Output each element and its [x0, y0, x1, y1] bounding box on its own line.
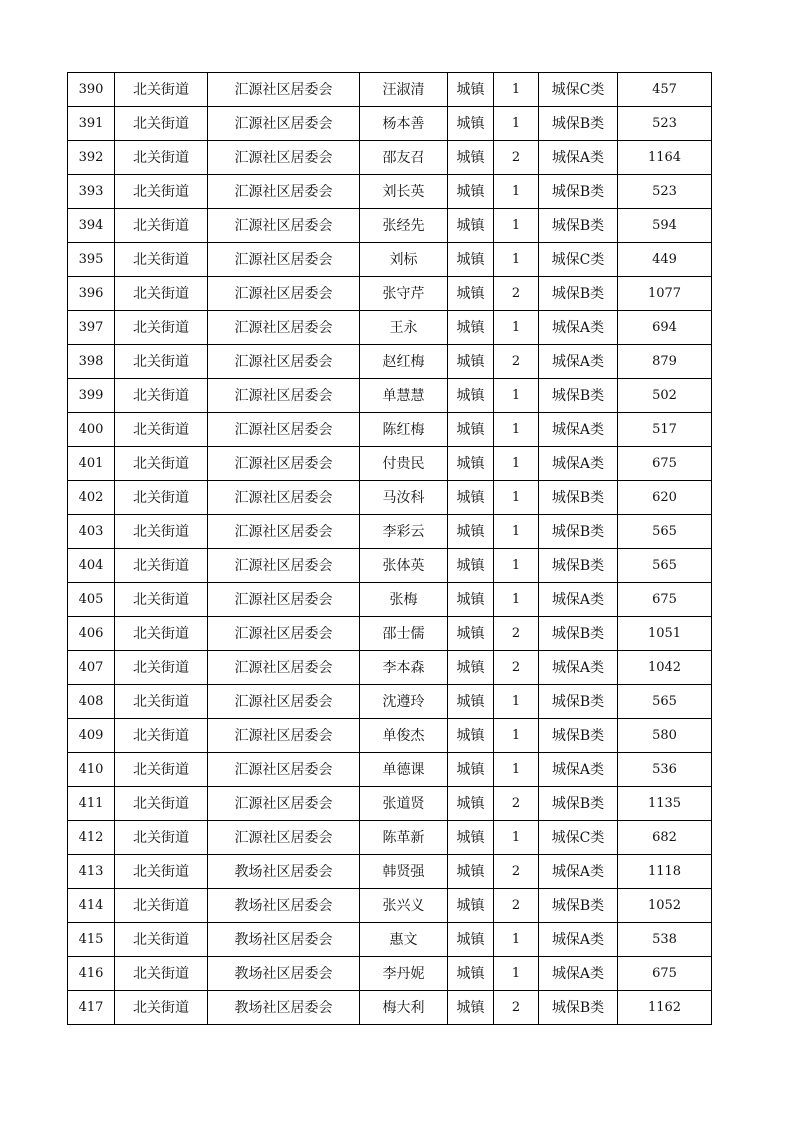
cell-category: 城保B类 [539, 719, 618, 753]
table-row [68, 957, 712, 991]
table-row [68, 311, 712, 345]
table-row [68, 243, 712, 277]
table-row [68, 617, 712, 651]
cell-area-type: 城镇 [448, 991, 494, 1025]
cell-row-number: 408 [68, 685, 115, 719]
cell-category: 城保B类 [539, 277, 618, 311]
cell-category: 城保C类 [539, 821, 618, 855]
cell-person-name: 惠文 [360, 923, 448, 957]
table-row [68, 73, 712, 107]
cell-community: 教场社区居委会 [208, 855, 360, 889]
cell-street: 北关街道 [115, 651, 208, 685]
roster-table [67, 72, 712, 1025]
cell-community: 教场社区居委会 [208, 957, 360, 991]
cell-category: 城保C类 [539, 243, 618, 277]
cell-street: 北关街道 [115, 617, 208, 651]
cell-area-type: 城镇 [448, 243, 494, 277]
cell-area-type: 城镇 [448, 413, 494, 447]
cell-household-count: 2 [494, 889, 539, 923]
cell-amount: 502 [618, 379, 712, 413]
cell-person-name: 李彩云 [360, 515, 448, 549]
cell-amount: 675 [618, 583, 712, 617]
cell-person-name: 单慧慧 [360, 379, 448, 413]
cell-person-name: 张道贤 [360, 787, 448, 821]
cell-amount: 879 [618, 345, 712, 379]
cell-area-type: 城镇 [448, 821, 494, 855]
cell-area-type: 城镇 [448, 957, 494, 991]
cell-person-name: 刘标 [360, 243, 448, 277]
cell-street: 北关街道 [115, 447, 208, 481]
cell-person-name: 张守芹 [360, 277, 448, 311]
cell-category: 城保A类 [539, 651, 618, 685]
cell-community: 汇源社区居委会 [208, 107, 360, 141]
cell-person-name: 陈红梅 [360, 413, 448, 447]
roster-sheet [67, 72, 712, 1025]
cell-row-number: 407 [68, 651, 115, 685]
cell-amount: 536 [618, 753, 712, 787]
cell-category: 城保C类 [539, 73, 618, 107]
cell-category: 城保A类 [539, 447, 618, 481]
cell-community: 汇源社区居委会 [208, 209, 360, 243]
cell-amount: 523 [618, 107, 712, 141]
cell-household-count: 2 [494, 855, 539, 889]
table-row [68, 855, 712, 889]
cell-street: 北关街道 [115, 175, 208, 209]
cell-street: 北关街道 [115, 821, 208, 855]
table-row [68, 345, 712, 379]
cell-household-count: 1 [494, 175, 539, 209]
cell-amount: 620 [618, 481, 712, 515]
cell-street: 北关街道 [115, 753, 208, 787]
cell-street: 北关街道 [115, 515, 208, 549]
roster-body [68, 73, 712, 1025]
cell-amount: 594 [618, 209, 712, 243]
table-row [68, 821, 712, 855]
cell-household-count: 1 [494, 413, 539, 447]
cell-household-count: 2 [494, 651, 539, 685]
cell-community: 汇源社区居委会 [208, 311, 360, 345]
cell-community: 汇源社区居委会 [208, 379, 360, 413]
cell-category: 城保B类 [539, 175, 618, 209]
cell-row-number: 399 [68, 379, 115, 413]
cell-row-number: 412 [68, 821, 115, 855]
cell-row-number: 410 [68, 753, 115, 787]
cell-amount: 565 [618, 549, 712, 583]
cell-area-type: 城镇 [448, 583, 494, 617]
cell-category: 城保B类 [539, 379, 618, 413]
table-row [68, 515, 712, 549]
cell-street: 北关街道 [115, 481, 208, 515]
cell-category: 城保B类 [539, 991, 618, 1025]
cell-amount: 580 [618, 719, 712, 753]
cell-household-count: 1 [494, 719, 539, 753]
cell-community: 汇源社区居委会 [208, 821, 360, 855]
cell-community: 汇源社区居委会 [208, 413, 360, 447]
cell-amount: 523 [618, 175, 712, 209]
cell-area-type: 城镇 [448, 107, 494, 141]
cell-household-count: 1 [494, 243, 539, 277]
cell-household-count: 1 [494, 73, 539, 107]
cell-row-number: 393 [68, 175, 115, 209]
table-row [68, 481, 712, 515]
cell-person-name: 李丹妮 [360, 957, 448, 991]
cell-area-type: 城镇 [448, 787, 494, 821]
cell-community: 汇源社区居委会 [208, 277, 360, 311]
cell-row-number: 416 [68, 957, 115, 991]
cell-amount: 1135 [618, 787, 712, 821]
cell-person-name: 单俊杰 [360, 719, 448, 753]
cell-community: 汇源社区居委会 [208, 617, 360, 651]
cell-category: 城保B类 [539, 107, 618, 141]
cell-row-number: 413 [68, 855, 115, 889]
cell-category: 城保A类 [539, 753, 618, 787]
cell-street: 北关街道 [115, 685, 208, 719]
cell-amount: 565 [618, 515, 712, 549]
table-row [68, 753, 712, 787]
cell-row-number: 405 [68, 583, 115, 617]
cell-row-number: 404 [68, 549, 115, 583]
cell-community: 教场社区居委会 [208, 889, 360, 923]
cell-row-number: 401 [68, 447, 115, 481]
cell-area-type: 城镇 [448, 141, 494, 175]
cell-area-type: 城镇 [448, 73, 494, 107]
cell-street: 北关街道 [115, 855, 208, 889]
cell-row-number: 395 [68, 243, 115, 277]
cell-household-count: 1 [494, 923, 539, 957]
cell-street: 北关街道 [115, 787, 208, 821]
cell-community: 汇源社区居委会 [208, 175, 360, 209]
cell-household-count: 1 [494, 515, 539, 549]
cell-category: 城保A类 [539, 311, 618, 345]
cell-community: 汇源社区居委会 [208, 345, 360, 379]
cell-community: 汇源社区居委会 [208, 651, 360, 685]
cell-amount: 675 [618, 957, 712, 991]
cell-household-count: 1 [494, 685, 539, 719]
cell-area-type: 城镇 [448, 685, 494, 719]
cell-person-name: 单德课 [360, 753, 448, 787]
cell-street: 北关街道 [115, 957, 208, 991]
cell-community: 汇源社区居委会 [208, 753, 360, 787]
cell-amount: 1118 [618, 855, 712, 889]
cell-area-type: 城镇 [448, 447, 494, 481]
cell-amount: 682 [618, 821, 712, 855]
table-row [68, 379, 712, 413]
cell-area-type: 城镇 [448, 481, 494, 515]
cell-person-name: 张梅 [360, 583, 448, 617]
cell-category: 城保A类 [539, 923, 618, 957]
cell-household-count: 1 [494, 549, 539, 583]
table-row [68, 685, 712, 719]
cell-area-type: 城镇 [448, 549, 494, 583]
cell-row-number: 417 [68, 991, 115, 1025]
cell-amount: 675 [618, 447, 712, 481]
cell-category: 城保A类 [539, 345, 618, 379]
cell-community: 汇源社区居委会 [208, 685, 360, 719]
cell-amount: 1051 [618, 617, 712, 651]
cell-area-type: 城镇 [448, 889, 494, 923]
cell-row-number: 400 [68, 413, 115, 447]
cell-street: 北关街道 [115, 583, 208, 617]
cell-community: 汇源社区居委会 [208, 549, 360, 583]
cell-amount: 449 [618, 243, 712, 277]
cell-area-type: 城镇 [448, 311, 494, 345]
cell-person-name: 韩贤强 [360, 855, 448, 889]
cell-street: 北关街道 [115, 379, 208, 413]
cell-area-type: 城镇 [448, 719, 494, 753]
cell-area-type: 城镇 [448, 617, 494, 651]
cell-community: 汇源社区居委会 [208, 447, 360, 481]
cell-street: 北关街道 [115, 107, 208, 141]
cell-amount: 1077 [618, 277, 712, 311]
cell-person-name: 张兴义 [360, 889, 448, 923]
cell-row-number: 396 [68, 277, 115, 311]
cell-category: 城保A类 [539, 141, 618, 175]
cell-amount: 694 [618, 311, 712, 345]
cell-person-name: 刘长英 [360, 175, 448, 209]
cell-person-name: 张体英 [360, 549, 448, 583]
cell-area-type: 城镇 [448, 515, 494, 549]
table-row [68, 107, 712, 141]
cell-category: 城保B类 [539, 515, 618, 549]
cell-street: 北关街道 [115, 141, 208, 175]
cell-amount: 457 [618, 73, 712, 107]
cell-community: 汇源社区居委会 [208, 515, 360, 549]
cell-category: 城保B类 [539, 787, 618, 821]
table-row [68, 787, 712, 821]
cell-household-count: 1 [494, 107, 539, 141]
cell-category: 城保B类 [539, 889, 618, 923]
cell-street: 北关街道 [115, 209, 208, 243]
cell-community: 教场社区居委会 [208, 991, 360, 1025]
cell-person-name: 邵士儒 [360, 617, 448, 651]
cell-street: 北关街道 [115, 923, 208, 957]
cell-street: 北关街道 [115, 889, 208, 923]
cell-row-number: 409 [68, 719, 115, 753]
cell-row-number: 391 [68, 107, 115, 141]
cell-row-number: 403 [68, 515, 115, 549]
table-row [68, 651, 712, 685]
cell-category: 城保A类 [539, 583, 618, 617]
cell-household-count: 2 [494, 617, 539, 651]
cell-person-name: 梅大利 [360, 991, 448, 1025]
table-row [68, 141, 712, 175]
cell-row-number: 415 [68, 923, 115, 957]
table-row [68, 923, 712, 957]
cell-area-type: 城镇 [448, 379, 494, 413]
table-row [68, 549, 712, 583]
cell-person-name: 汪淑清 [360, 73, 448, 107]
cell-street: 北关街道 [115, 549, 208, 583]
table-row [68, 413, 712, 447]
cell-household-count: 2 [494, 141, 539, 175]
cell-street: 北关街道 [115, 345, 208, 379]
cell-amount: 565 [618, 685, 712, 719]
cell-household-count: 1 [494, 821, 539, 855]
cell-area-type: 城镇 [448, 651, 494, 685]
cell-category: 城保B类 [539, 549, 618, 583]
cell-household-count: 1 [494, 379, 539, 413]
cell-row-number: 411 [68, 787, 115, 821]
cell-row-number: 392 [68, 141, 115, 175]
cell-household-count: 2 [494, 787, 539, 821]
cell-household-count: 2 [494, 991, 539, 1025]
cell-person-name: 杨本善 [360, 107, 448, 141]
table-row [68, 447, 712, 481]
cell-amount: 1162 [618, 991, 712, 1025]
cell-category: 城保B类 [539, 685, 618, 719]
cell-person-name: 沈遵玲 [360, 685, 448, 719]
cell-category: 城保A类 [539, 855, 618, 889]
cell-amount: 1042 [618, 651, 712, 685]
cell-street: 北关街道 [115, 73, 208, 107]
cell-community: 汇源社区居委会 [208, 787, 360, 821]
cell-street: 北关街道 [115, 311, 208, 345]
cell-row-number: 394 [68, 209, 115, 243]
table-row [68, 719, 712, 753]
cell-area-type: 城镇 [448, 753, 494, 787]
cell-row-number: 402 [68, 481, 115, 515]
cell-amount: 538 [618, 923, 712, 957]
table-row [68, 209, 712, 243]
cell-category: 城保A类 [539, 957, 618, 991]
table-row [68, 991, 712, 1025]
cell-person-name: 李本森 [360, 651, 448, 685]
cell-community: 汇源社区居委会 [208, 141, 360, 175]
cell-person-name: 马汝科 [360, 481, 448, 515]
cell-category: 城保B类 [539, 481, 618, 515]
cell-household-count: 1 [494, 311, 539, 345]
cell-household-count: 1 [494, 481, 539, 515]
cell-person-name: 付贵民 [360, 447, 448, 481]
cell-community: 汇源社区居委会 [208, 583, 360, 617]
table-row [68, 277, 712, 311]
cell-person-name: 赵红梅 [360, 345, 448, 379]
cell-community: 汇源社区居委会 [208, 243, 360, 277]
cell-area-type: 城镇 [448, 277, 494, 311]
cell-household-count: 2 [494, 345, 539, 379]
cell-person-name: 张经先 [360, 209, 448, 243]
cell-area-type: 城镇 [448, 175, 494, 209]
cell-community: 汇源社区居委会 [208, 719, 360, 753]
cell-street: 北关街道 [115, 991, 208, 1025]
table-row [68, 583, 712, 617]
table-row [68, 889, 712, 923]
cell-row-number: 406 [68, 617, 115, 651]
cell-area-type: 城镇 [448, 855, 494, 889]
cell-row-number: 397 [68, 311, 115, 345]
cell-household-count: 1 [494, 583, 539, 617]
cell-row-number: 414 [68, 889, 115, 923]
cell-household-count: 1 [494, 209, 539, 243]
cell-person-name: 邵友召 [360, 141, 448, 175]
cell-street: 北关街道 [115, 277, 208, 311]
cell-community: 汇源社区居委会 [208, 73, 360, 107]
cell-amount: 1052 [618, 889, 712, 923]
cell-amount: 1164 [618, 141, 712, 175]
cell-street: 北关街道 [115, 413, 208, 447]
cell-amount: 517 [618, 413, 712, 447]
cell-category: 城保B类 [539, 209, 618, 243]
cell-household-count: 1 [494, 957, 539, 991]
cell-category: 城保B类 [539, 617, 618, 651]
cell-household-count: 1 [494, 753, 539, 787]
cell-row-number: 390 [68, 73, 115, 107]
cell-person-name: 陈革新 [360, 821, 448, 855]
cell-community: 教场社区居委会 [208, 923, 360, 957]
cell-area-type: 城镇 [448, 345, 494, 379]
cell-category: 城保A类 [539, 413, 618, 447]
cell-row-number: 398 [68, 345, 115, 379]
cell-area-type: 城镇 [448, 209, 494, 243]
cell-household-count: 2 [494, 277, 539, 311]
cell-household-count: 1 [494, 447, 539, 481]
cell-street: 北关街道 [115, 719, 208, 753]
cell-person-name: 王永 [360, 311, 448, 345]
cell-area-type: 城镇 [448, 923, 494, 957]
cell-community: 汇源社区居委会 [208, 481, 360, 515]
cell-street: 北关街道 [115, 243, 208, 277]
table-row [68, 175, 712, 209]
